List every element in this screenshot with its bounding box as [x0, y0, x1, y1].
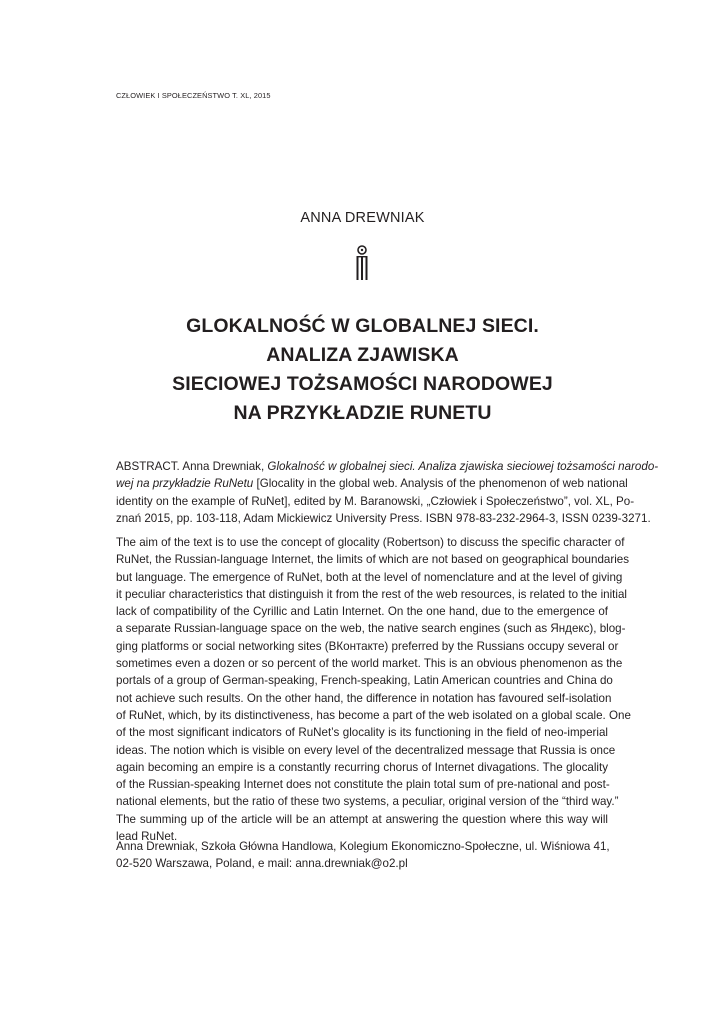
body-line: ideas. The notion which is visible on every level of the decentralized message that Russia is once — [116, 743, 616, 757]
body-line: of the most significant indicators of RuNet’s glocality is its functioning in the field of neo-imperial — [116, 726, 608, 740]
abstract-lead: ABSTRACT. Anna Drewniak, — [116, 460, 268, 473]
abstract-line — [116, 458, 659, 475]
body-line: RuNet, the Russian-language Internet, the limits of which are not based on geographical boundaries — [116, 553, 630, 567]
body-line: ging platforms or social networking sites (ВКонтакте) preferred by the Russians occupy several or — [116, 639, 619, 653]
body-line: a separate Russian-language space on the web, the native search engines (such as Яндекс), blog- — [116, 622, 626, 636]
abstract-line: znań 2015, pp. 103-118, Adam Mickiewicz University Press. ISBN 978-83-232-2964-3, ISSN 0239-3271. — [116, 511, 651, 525]
body-line: again becoming an empire is a constantly recurring chorus of Internet divagations. The glocality — [116, 760, 608, 774]
author-affiliation — [116, 838, 608, 873]
body-line: of the Russian-speaking Internet does not constitute the plain total sum of pre-national and post- — [116, 778, 610, 792]
abstract-citation — [116, 458, 659, 527]
body-line: of RuNet, which, by its distinctiveness, has become a part of the web isolated on a global scale. One — [116, 708, 631, 722]
title-line: ANALIZA ZJAWISKA — [266, 344, 459, 366]
running-head: CZŁOWIEK I SPOŁECZEŃSTWO T. XL, 2015 — [116, 91, 271, 100]
publisher-emblem-icon — [355, 245, 369, 281]
abstract-body — [116, 534, 631, 845]
body-line: not achieve such results. On the other hand, the difference in notation has favoured self-isolation — [116, 691, 612, 705]
abstract-italic-title: Glokalność w globalnej sieci. Analiza zjawiska sieciowej tożsamości narodo- — [267, 460, 659, 473]
body-line: lack of compatibility of the Cyrillic and Latin Internet. On the one hand, due to the emergence of — [116, 605, 608, 619]
body-line: lead RuNet. — [116, 830, 178, 844]
abstract-line: identity on the example of RuNet], edited by M. Baranowski, „Człowiek i Społeczeństwo”, vol. XL, Po- — [116, 494, 635, 508]
author-name: ANNA DREWNIAK — [300, 210, 425, 226]
abstract-italic-title: wej na przykładzie RuNetu — [116, 477, 254, 491]
body-line: The summing up of the article will be an attempt at answering the question where this way will — [116, 812, 608, 826]
title-line: GLOKALNOŚĆ W GLOBALNEJ SIECI. — [186, 315, 539, 337]
body-line: it peculiar characteristics that distinguish it from the rest of the web resources, is related to the initial — [116, 587, 628, 601]
body-line: The aim of the text is to use the concept of glocality (Robertson) to discuss the specific character of — [116, 536, 625, 549]
body-line: portals of a group of German-speaking, French-speaking, Latin American countries and China do — [116, 674, 613, 688]
affiliation-line: Anna Drewniak, Szkoła Główna Handlowa, Kolegium Ekonomiczno-Społeczne, ul. Wiśniowa 41, — [116, 840, 610, 853]
abstract-line — [116, 475, 628, 492]
article-title — [0, 312, 725, 428]
title-line: NA PRZYKŁADZIE RUNETU — [233, 402, 492, 424]
affiliation-line: 02-520 Warszawa, Poland, e mail: anna.drewniak@o2.pl — [116, 857, 408, 871]
title-line: SIECIOWEJ TOŻSAMOŚCI NARODOWEJ — [172, 373, 553, 395]
body-line: sometimes even a dozen or so percent of the world market. This is an obvious phenomenon as the — [116, 657, 623, 671]
abstract-translation: [Glocality in the global web. Analysis of the phenomenon of web national — [253, 477, 628, 491]
body-line: but language. The emergence of RuNet, both at the level of nomenclature and at the level of giving — [116, 570, 623, 584]
body-line: national elements, but the ratio of these two systems, a peculiar, original version of the “third way.” — [116, 795, 619, 809]
